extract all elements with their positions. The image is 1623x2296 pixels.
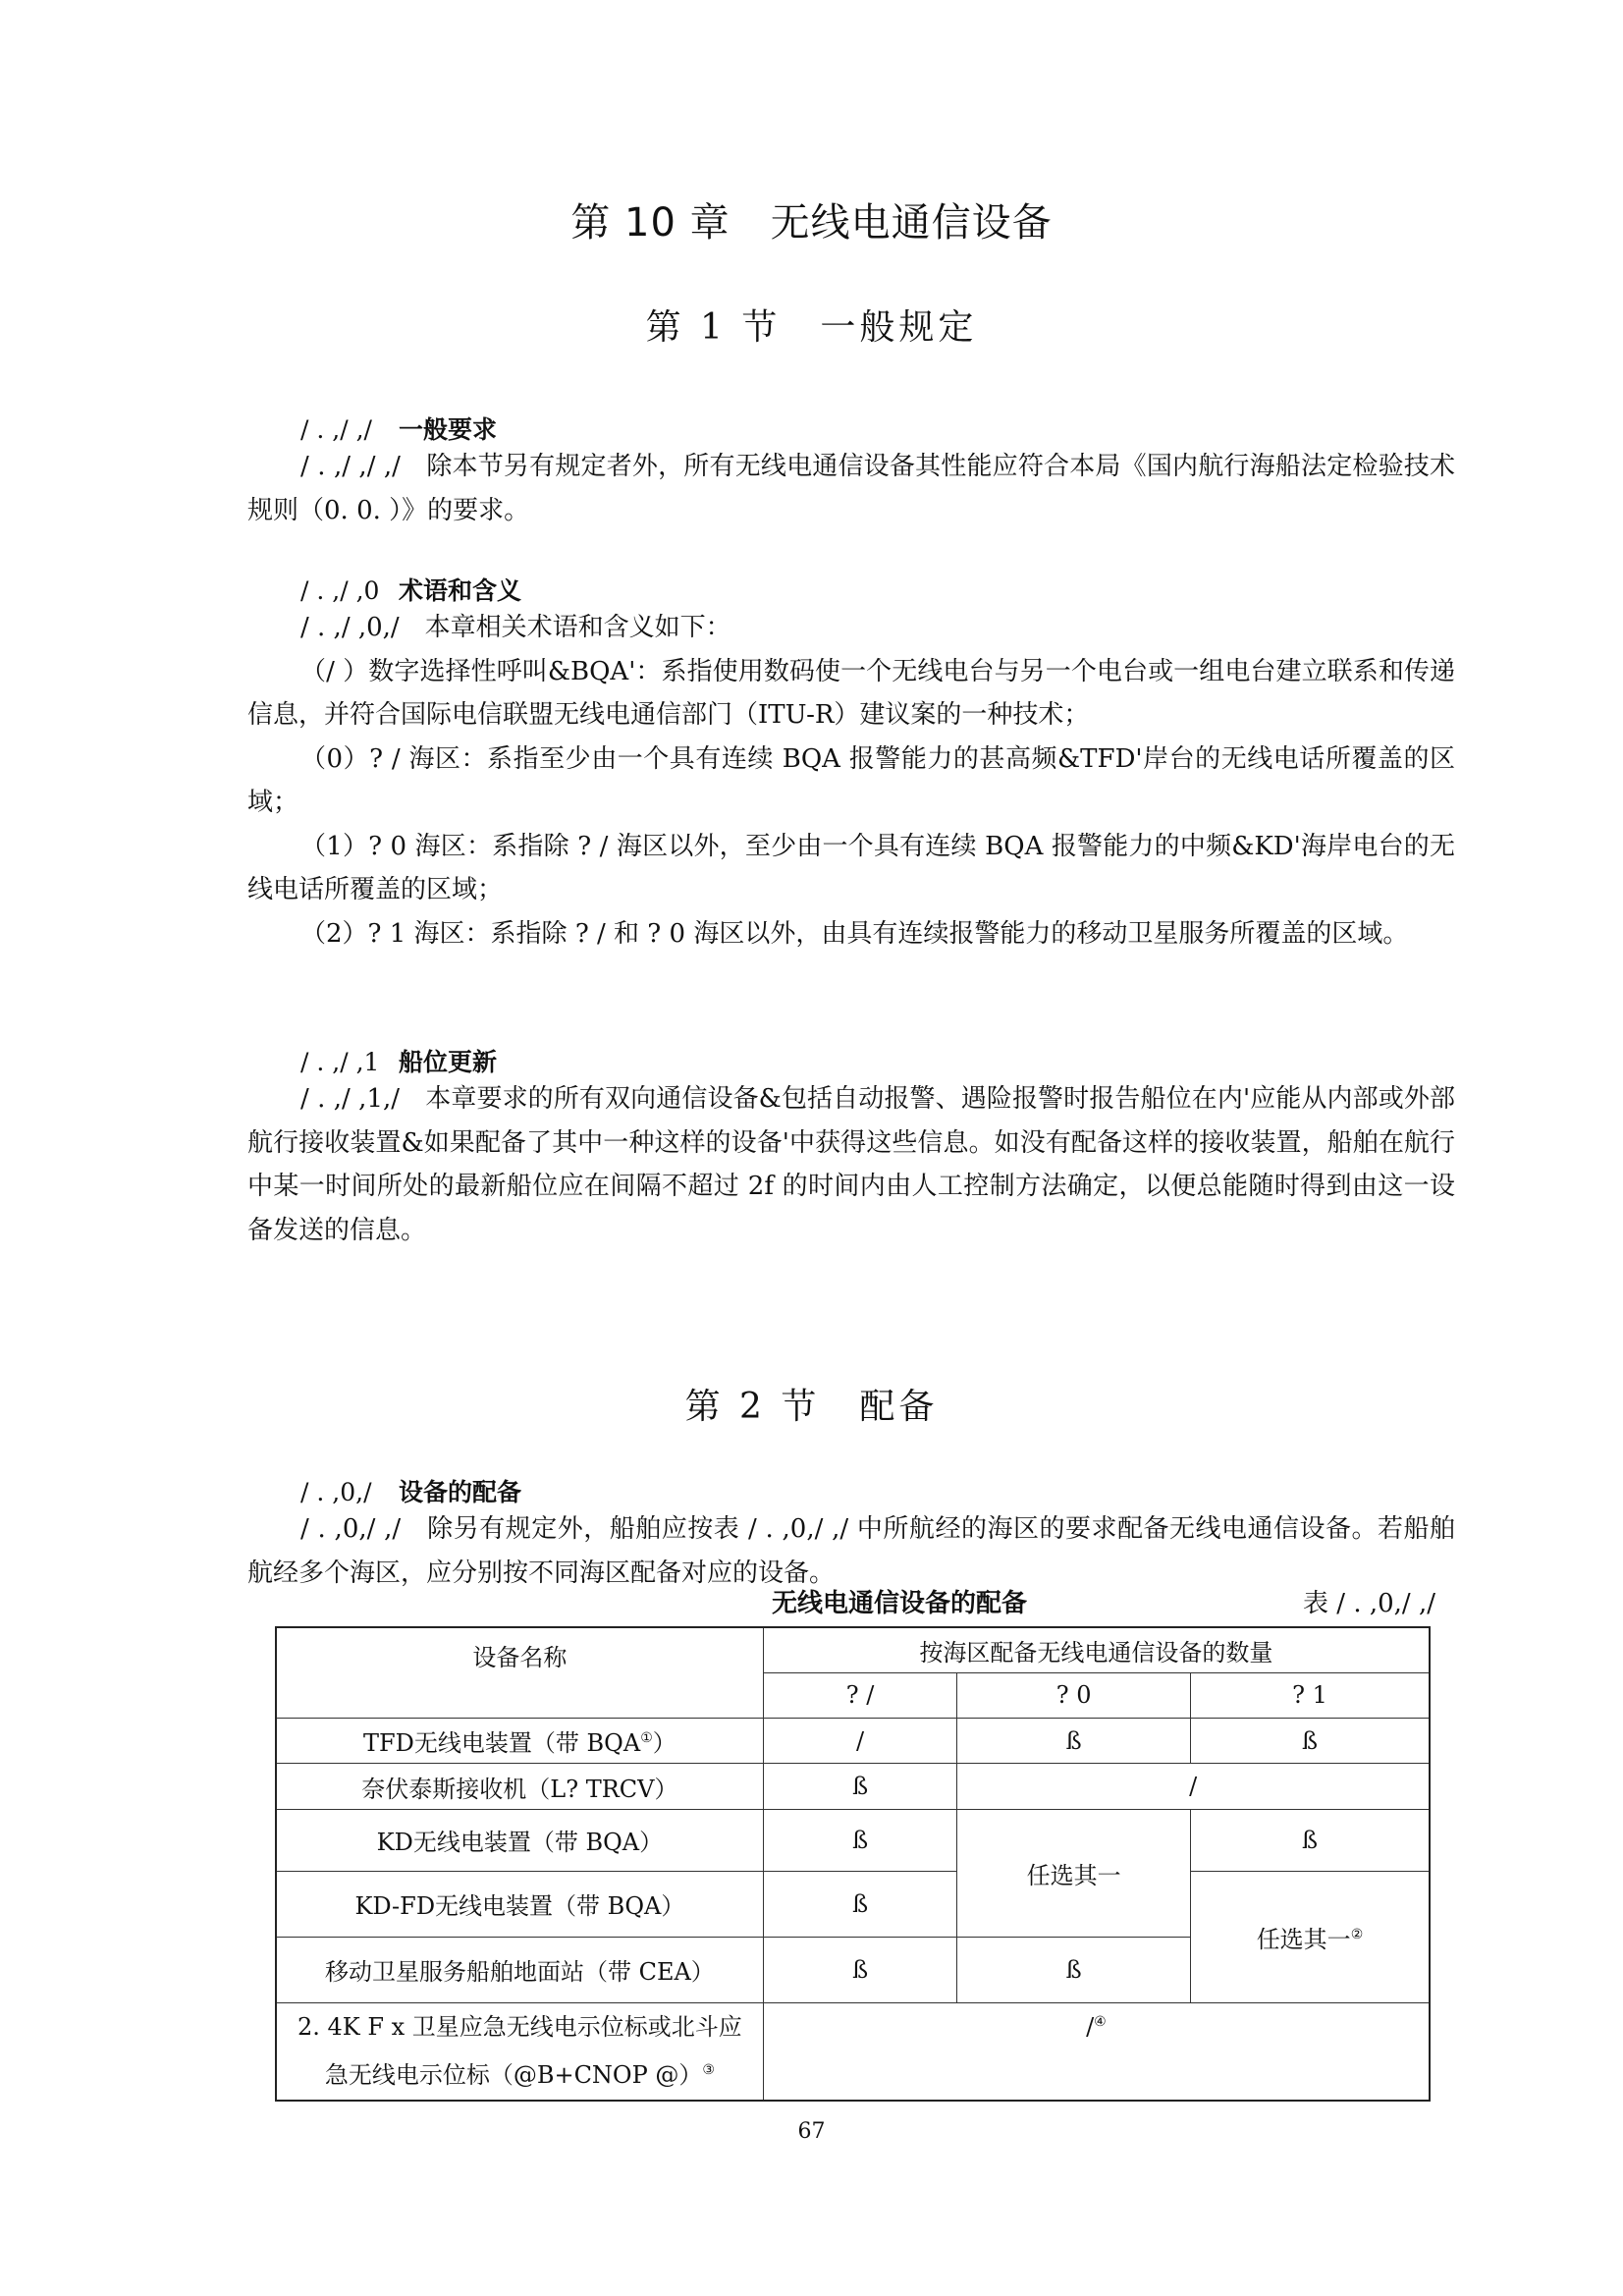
header-area-a3: ? 1 [1190,1673,1430,1719]
paragraph-text: / . ,/ ,0,/ 本章相关术语和含义如下： [300,613,731,642]
paragraph-text: / . ,/ ,1,/ 本章要求的所有双向通信设备&包括自动报警、遇险报警时报告船位在内'应能从内部或外部航行接收装置&如果配备了其中一种这样的设备'中获得这些信息。如没有配备这样的接收装置，船舶在航行中某一时间所处的最新船位应在间隔不超过 2f 的时间内由人工控制方法确定，以便总能随时得到由这一设备发送的信息。 [247,1084,1455,1245]
value-text: / [1086,2012,1095,2041]
heading-title: 设备的配备 [399,1478,522,1506]
cell-a2: ß [957,1937,1191,2002]
name-suffix: ） [652,1729,676,1758]
paragraph-text: / . ,0,/ ,/ 除另有规定外，船舶应按表 / . ,0,/ ,/ 中所航经的海区的要求配备无线电通信设备。若船舶航经多个海区，应分别按不同海区配备对应的设备。 [247,1514,1455,1588]
paragraph-terms [247,606,1455,956]
section-title-2: 第 2 节 配备 [684,1387,939,1427]
cell-a2: ß [957,1718,1191,1764]
cell-all-areas [763,2002,1430,2101]
equipment-name: KD无线电装置（带 BQA） [276,1809,763,1871]
header-area-a1: ? / [763,1673,957,1719]
cell-a1: / [763,1718,957,1764]
table-caption [247,1583,1455,1622]
cell-a1: ß [763,1809,957,1871]
footnote-mark: ② [1350,1926,1364,1942]
term-a2: （1）? 0 海区：系指除 ? / 海区以外，至少由一个具有连续 BQA 报警能力的中频&KD'海岸电台的无线电话所覆盖的区域； [247,831,1455,904]
chapter-title: 第 10 章 无线电通信设备 [570,200,1053,246]
paragraph-1-1 [247,445,1455,532]
cell-choose-one-a3 [1190,1871,1430,2002]
cell-a1: ß [763,1937,957,2002]
footnote-mark: ③ [702,2062,715,2079]
name-line-1: 2. 4K F x 卫星应急无线电示位标或北斗应 [297,2013,742,2042]
equipment-name: 移动卫星服务船舶地面站（带 CEA） [276,1937,763,2002]
heading-title: 船位更新 [399,1048,498,1076]
cell-a3: ß [1190,1718,1430,1764]
name-line-2: 急无线电示位标（@B+CNOP @） [324,2061,703,2090]
section-title-1: 第 1 节 一般规定 [645,307,978,348]
header-area-a2: ? 0 [957,1673,1191,1719]
equipment-name [276,1718,763,1764]
term-dsc: （/ ）数字选择性呼叫&BQA'：系指使用数码使一个无线电台与另一个电台或一组电台建立联系和传递信息，并符合国际电信联盟无线电通信部门（ITU-R）建议案的一种技术； [247,656,1455,730]
heading-number: / . ,/ ,/ [300,415,372,444]
table-row-vhf [276,1718,1430,1764]
equipment-name: 奈伏泰斯接收机（L? TRCV） [276,1764,763,1810]
term-a3: （2）? 1 海区：系指除 ? / 和 ? 0 海区以外，由具有连续报警能力的移动卫星服务所覆盖的区域。 [300,918,1409,949]
name-text: TFD无线电装置（带 BQA [363,1729,641,1758]
equipment-table [275,1626,1431,2102]
paragraph-position-update [247,1077,1455,1252]
table-number: 表 / . ,0,/ ,/ [1303,1589,1435,1618]
equipment-name [276,2002,763,2101]
heading-number: / . ,0,/ [300,1478,372,1506]
table-row-mf [276,1809,1430,1871]
heading-equipment [300,1473,521,1508]
table-row-epirb [276,2002,1430,2101]
paragraph-equipment [247,1507,1455,1595]
heading-general-requirements [300,410,497,446]
table-row-mfhf [276,1871,1430,1937]
paragraph-text: / . ,/ ,/ ,/ 除本节另有规定者外，所有无线电通信设备其性能应符合本局《国内航行海船法定检验技术规则（0. 0. ）》的要求。 [247,452,1455,525]
cell-a1: ß [763,1871,957,1937]
heading-number: / . ,/ ,1 [300,1048,380,1076]
table-header-row [276,1627,1430,1673]
cell-choose-one: 任选其一 [957,1809,1191,1937]
heading-title: 一般要求 [399,415,498,444]
header-area-group: 按海区配备无线电通信设备的数量 [763,1627,1430,1673]
table-row-navtex [276,1764,1430,1810]
choose-one-text: 任选其一 [1256,1925,1351,1953]
table-title: 无线电通信设备的配备 [772,1589,1028,1618]
heading-position-update [300,1043,497,1078]
header-equipment-name: 设备名称 [276,1627,763,1718]
equipment-name: KD-FD无线电装置（带 BQA） [276,1871,763,1937]
heading-number: / . ,/ ,0 [300,576,380,605]
footnote-mark: ① [640,1730,653,1747]
page-number: 67 [797,2119,826,2144]
cell-a1: ß [763,1764,957,1810]
term-a1: （0）? / 海区：系指至少由一个具有连续 BQA 报警能力的甚高频&TFD'岸台的无线电话所覆盖的区域； [247,743,1455,817]
heading-title: 术语和含义 [399,576,522,605]
footnote-mark: ④ [1094,2013,1107,2030]
heading-terms [300,572,521,607]
cell-a3: ß [1190,1809,1430,1871]
cell-a2-a3: / [957,1764,1430,1810]
